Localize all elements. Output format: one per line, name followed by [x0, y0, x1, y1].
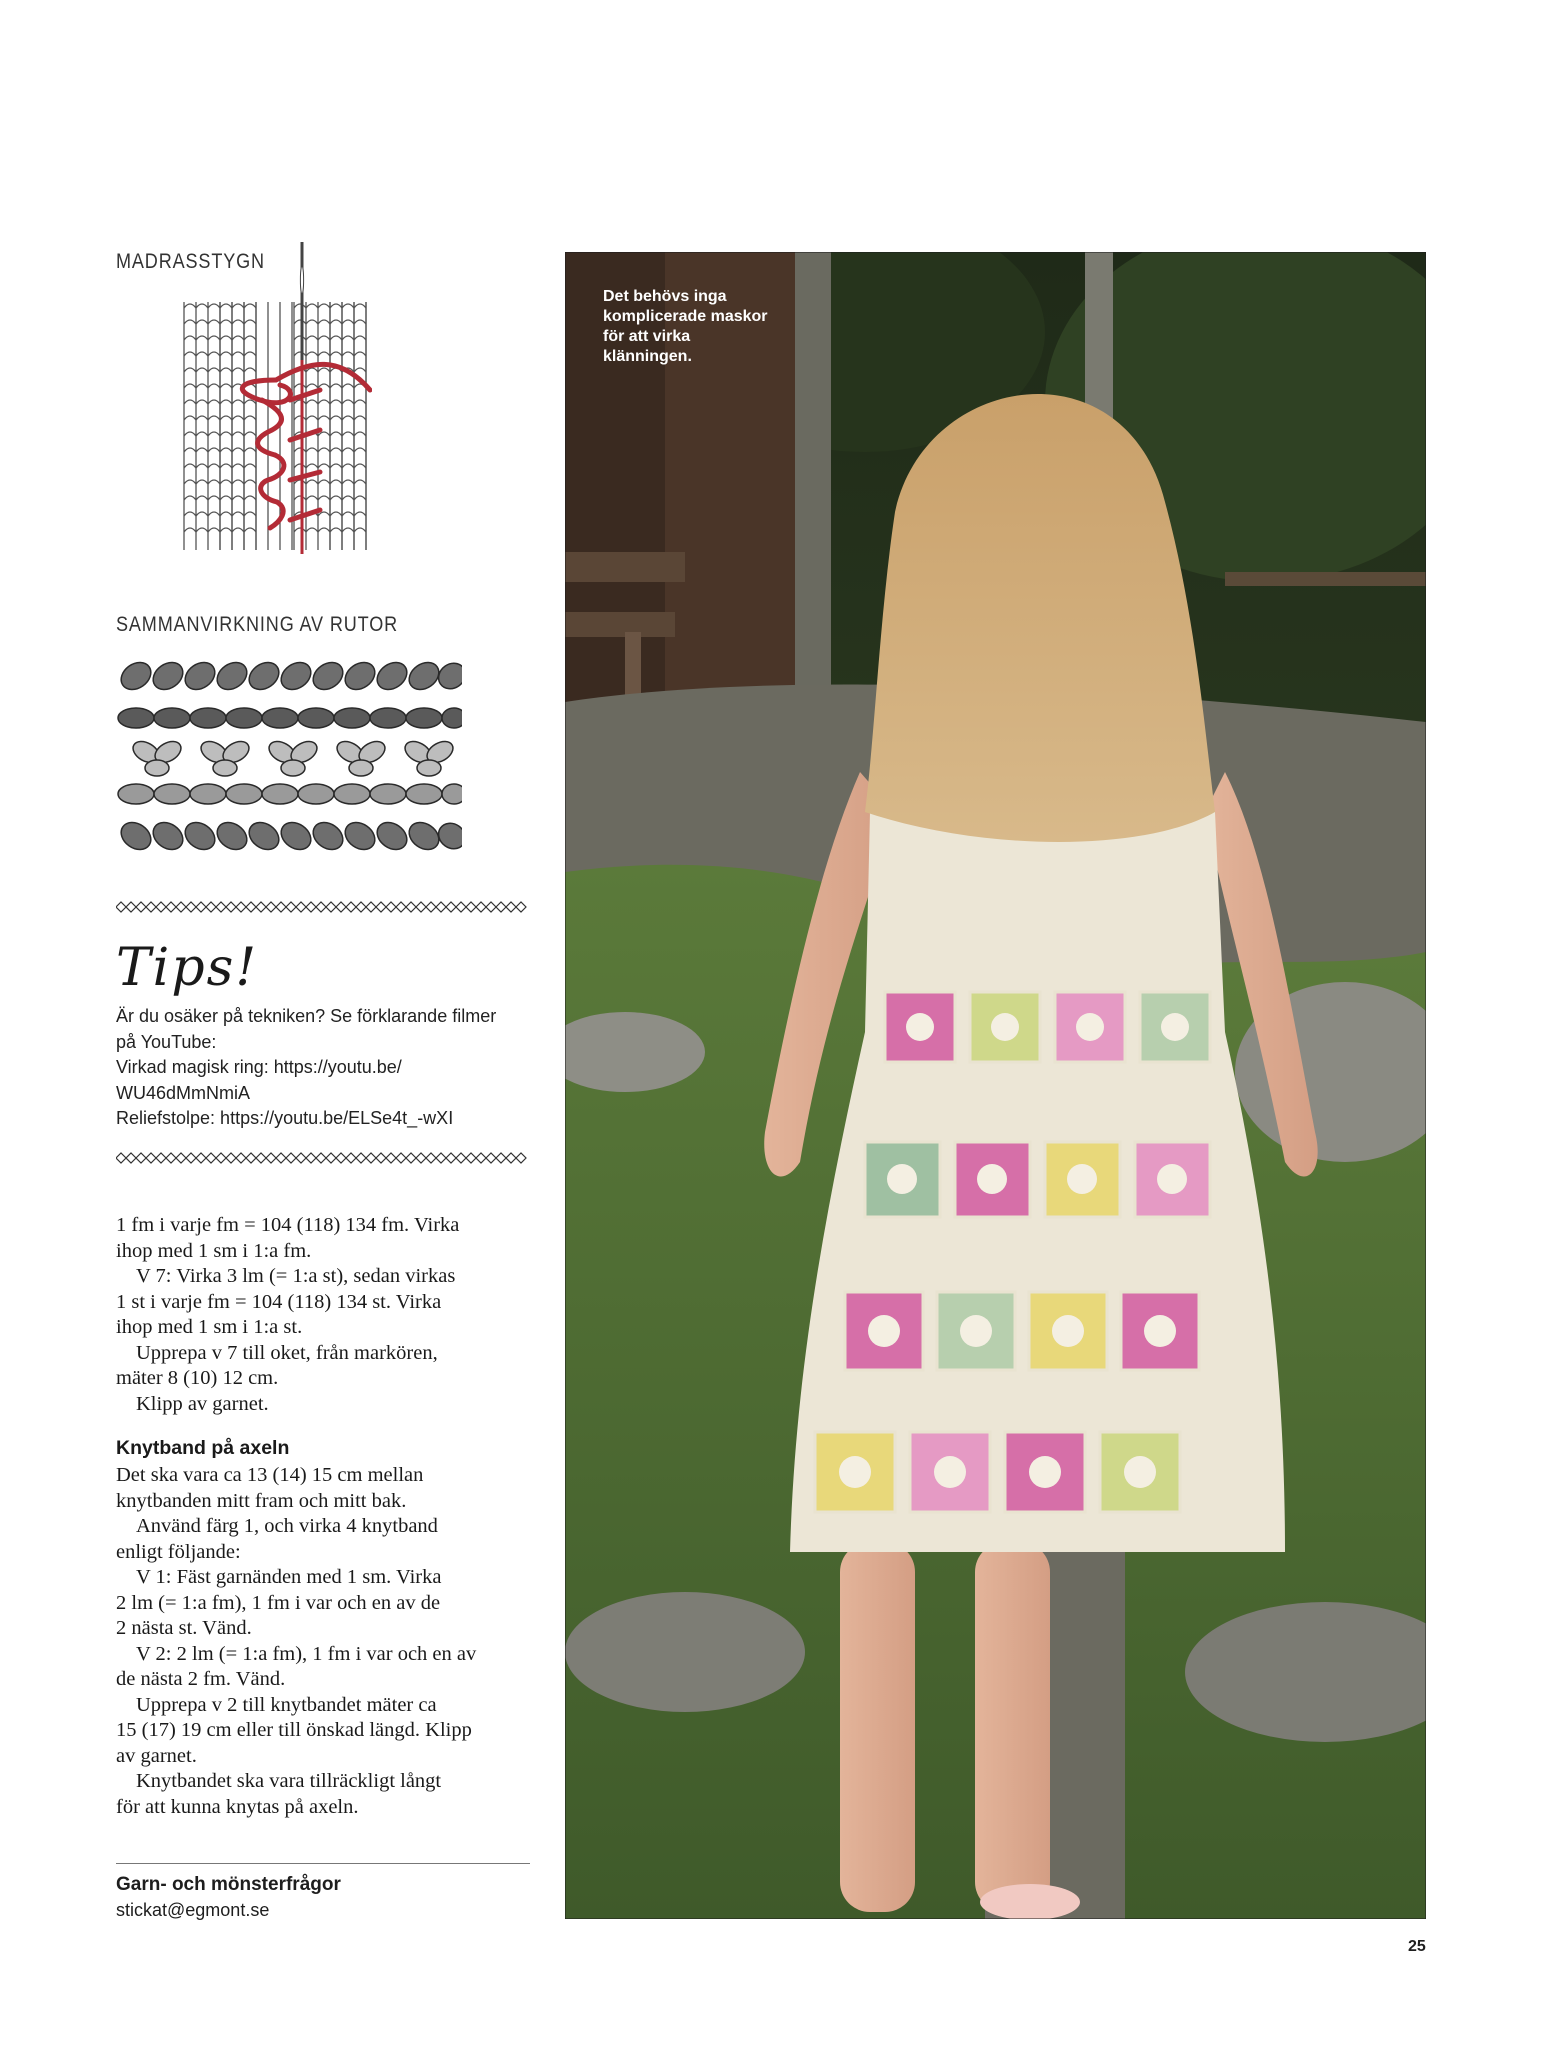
instruction-line: enligt följande: [116, 1540, 241, 1563]
mattress-stitch-diagram [180, 240, 372, 554]
photo-illustration [565, 252, 1426, 1919]
tips-link-line[interactable]: Reliefstolpe: https://youtu.be/ELSe4t_-wXI [116, 1108, 454, 1128]
instruction-line: av garnet. [116, 1744, 197, 1767]
diamond-divider-top [116, 900, 530, 914]
tips-line: Är du osäker på tekniken? Se förklarande filmer [116, 1006, 497, 1026]
instruction-line: mäter 8 (10) 12 cm. [116, 1367, 279, 1389]
instruction-line: ihop med 1 sm i 1:a fm. [116, 1239, 312, 1262]
knytband-instructions [116, 1463, 546, 1820]
tips-link-line[interactable]: WU46dMmNmiA [116, 1082, 251, 1103]
joining-squares-diagram [116, 660, 462, 858]
tips-link-line[interactable]: Virkad magisk ring: https://youtu.be/ [116, 1057, 402, 1077]
instruction-line: ihop med 1 sm i 1:a st. [116, 1316, 303, 1338]
instruction-line: knytbanden mitt fram och mitt bak. [116, 1489, 407, 1512]
footer-rule [116, 1863, 530, 1864]
instruction-line: 2 nästa st. Vänd. [116, 1617, 252, 1639]
footer-title: Garn- och mönsterfrågor [116, 1874, 341, 1895]
instruction-line: för att kunna knytas på axeln. [116, 1795, 359, 1818]
tips-line: på YouTube: [116, 1031, 217, 1052]
instruction-line: V 7: Virka 3 lm (= 1:a st), sedan virkas [136, 1265, 456, 1287]
instruction-line: 1 fm i varje fm = 104 (118) 134 fm. Virka [116, 1214, 460, 1236]
instruction-line: Upprepa v 7 till oket, från markören, [136, 1341, 438, 1364]
instruction-line: Upprepa v 2 till knytbandet mäter ca [136, 1693, 437, 1716]
rutor-title: SAMMANVIRKNING AV RUTOR [116, 613, 399, 636]
knytband-heading: Knytband på axeln [116, 1437, 290, 1459]
photo-caption: Det behövs inga komplicerade maskor för att virka klänningen. [603, 288, 768, 365]
contact-email[interactable]: stickat@egmont.se [116, 1900, 270, 1920]
instruction-line: Använd färg 1, och virka 4 knytband [136, 1515, 438, 1537]
tips-title: Tips! [116, 938, 259, 998]
instruction-line: 15 (17) 19 cm eller till önskad längd. Klipp [116, 1719, 472, 1741]
instruction-line: 1 st i varje fm = 104 (118) 134 st. Virka [116, 1290, 442, 1313]
instruction-line: 2 lm (= 1:a fm), 1 fm i var och en av de [116, 1591, 441, 1614]
instruction-line: V 2: 2 lm (= 1:a fm), 1 fm i var och en av [136, 1642, 477, 1665]
instruction-line: Knytbandet ska vara tillräckligt långt [136, 1770, 442, 1792]
dress-photo [565, 252, 1426, 1919]
instruction-line: Klipp av garnet. [136, 1392, 269, 1415]
pattern-instructions [116, 1213, 546, 1417]
instruction-line: Det ska vara ca 13 (14) 15 cm mellan [116, 1464, 424, 1486]
instruction-line: V 1: Fäst garnänden med 1 sm. Virka [136, 1566, 442, 1588]
instruction-line: de nästa 2 fm. Vänd. [116, 1668, 286, 1690]
diamond-divider-bottom [116, 1151, 530, 1165]
tips-text [116, 1004, 536, 1132]
page-number: 25 [1408, 1938, 1426, 1955]
madrass-title: MADRASSTYGN [116, 250, 265, 273]
